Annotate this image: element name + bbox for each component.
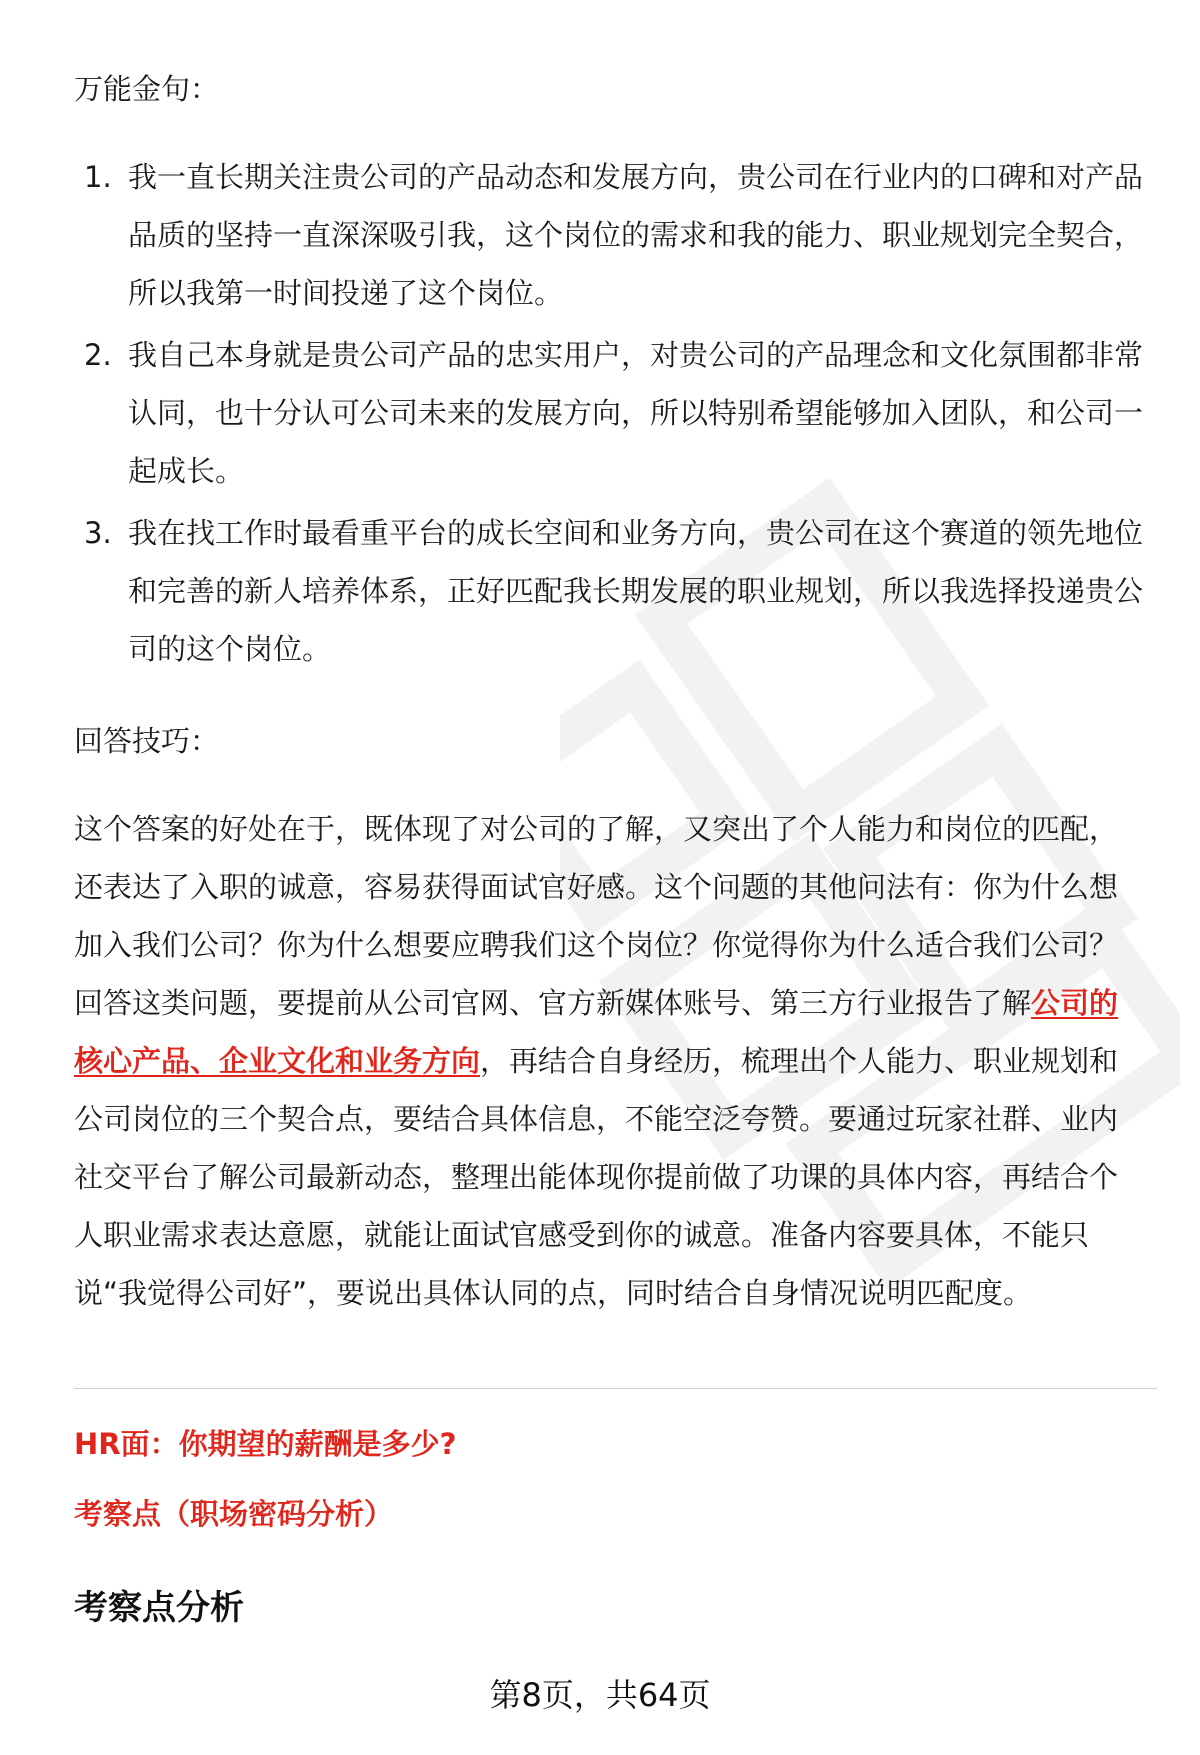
tips-highlight: 公司的核心产品、企业文化和业务方向	[74, 986, 1119, 1078]
list-item-text: 我一直长期关注贵公司的产品动态和发展方向，贵公司在行业内的口碑和对产品品质的坚持一直深深吸引我，这个岗位的需求和我的能力、职业规划完全契合，所以我第一时间投递了这个岗位。	[128, 160, 1144, 310]
kaochadian-heading: 考察点（职场密码分析）	[74, 1497, 394, 1531]
page-footer: 第8页，共64页	[489, 1676, 711, 1714]
list-item	[74, 148, 1146, 322]
tips-text-part2: ，再结合自身经历，梳理出个人能力、职业规划和公司岗位的三个契合点，要结合具体信息，不能空泛夸赞。要通过玩家社群、业内社交平台了解公司最新动态，整理出能体现你提前做了功课的具体内容，再结合个人职业需求表达意愿，就能让面试官感受到你的诚意。准备内容要具体，不能只说“我觉得公司好”，要说出具体认同的点，同时结合自身情况说明匹配度。	[74, 1044, 1119, 1310]
section-label: 万能金句：	[74, 72, 220, 106]
hr-question-heading: HR面：你期望的薪酬是多少?	[74, 1427, 457, 1461]
list-item-text: 我在找工作时最看重平台的成长空间和业务方向，贵公司在这个赛道的领先地位和完善的新人培养体系，正好匹配我长期发展的职业规划，所以我选择投递贵公司的这个岗位。	[128, 516, 1144, 666]
tips-paragraph	[74, 800, 1146, 1322]
list-item-number: 2.	[84, 338, 112, 372]
list-item	[74, 504, 1146, 678]
tips-label: 回答技巧：	[74, 724, 220, 758]
tips-text-part1: 这个答案的好处在于，既体现了对公司的了解，又突出了个人能力和岗位的匹配，还表达了入职的诚意，容易获得面试官好感。这个问题的其他问法有：你为什么想加入我们公司？你为什么想要应聘我们这个岗位？你觉得你为什么适合我们公司？回答这类问题，要提前从公司官网、官方新媒体账号、第三方行业报告了解	[74, 812, 1119, 1020]
analysis-heading: 考察点分析	[74, 1588, 244, 1628]
list-item	[74, 326, 1146, 500]
divider	[74, 1388, 1157, 1389]
list-item-number: 1.	[84, 160, 112, 194]
list-item-text: 我自己本身就是贵公司产品的忠实用户，对贵公司的产品理念和文化氛围都非常认同，也十分认可公司未来的发展方向，所以特别希望能够加入团队，和公司一起成长。	[128, 338, 1144, 488]
golden-sentence-list	[74, 148, 1146, 682]
list-item-number: 3.	[84, 516, 112, 550]
